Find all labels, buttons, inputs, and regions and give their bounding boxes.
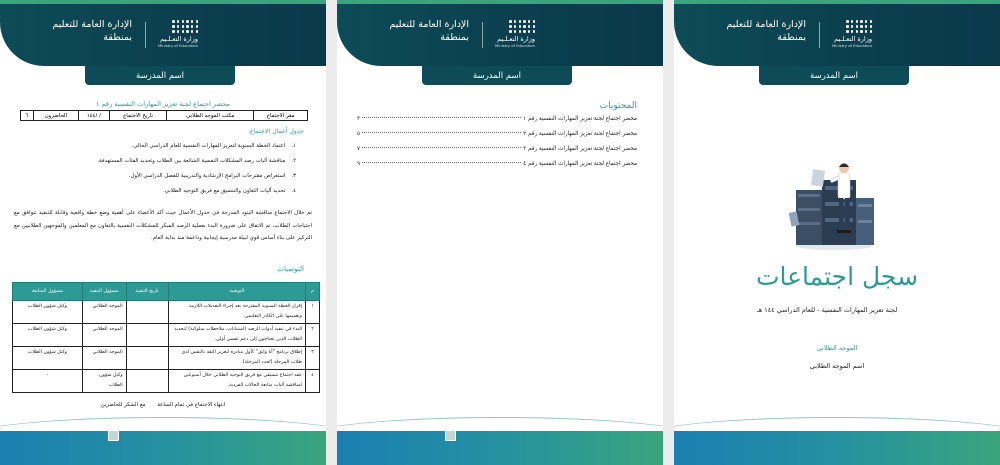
footer-gradient-band (337, 431, 663, 465)
page-footer (0, 417, 326, 465)
contents-entry[interactable]: محضر اجتماع لجنة تعزيز المهارات النفسية رقم ٢ ٥ (357, 131, 637, 137)
venue-label: مقر الاجتماع (254, 111, 308, 121)
minutes-discussion-paragraph: تم خلال الاجتماع مناقشة البنود المدرجة في جدول الأعمال حيث أكد الأعضاء على أهمية وضع خطة واقعية وقابلة للتنفيذ تتوافق مع احتياجات الطلاب، تم الاتفاق على ضرورة البدء بعملية الرصد المبكر للمشكلات النفسية بالتعاون مع المعلمين والموجهين الطلابيين مع التركيز على بناء أساس قوي لبيئة مدرسية إيجابية وداعمة منذ بداية العام. (14, 210, 312, 241)
date-value: / /١٤٤ (78, 111, 109, 121)
agenda-item: ٣.استعراض مقترحات البرامج الإرشادية والتدريبية للفصل الدراسي الأول. (128, 173, 296, 179)
attendees-label: الحاضرون (33, 111, 78, 121)
contents-entry[interactable]: محضر اجتماع لجنة تعزيز المهارات النفسية رقم ٤ ٩ (357, 161, 637, 167)
ministry-logo (154, 20, 198, 54)
ministry-name-en: Ministry of Education (157, 43, 198, 48)
table-row: ١ إقرار الخطة السنوية المقترحة بعد إجراء التعديلات اللازمة وتعميمها على الكادر التعليمي. الموجه الطلابي وكيل شؤون الطلاب (13, 301, 320, 324)
header-divider (145, 22, 146, 48)
ministry-name-en: Ministry of Education (494, 43, 535, 48)
ministry-logo-icon (172, 20, 198, 33)
document-page-cover (674, 0, 1000, 465)
venue-value: مكتب الموجه الطلابي (167, 111, 254, 121)
ministry-logo (828, 20, 872, 54)
col-header-date: تاريخ التنفيذ (126, 283, 168, 301)
cover-subtitle: لجنة تعزيز المهارات النفسية - للعام الدراسي ١٤٤ هـ (756, 306, 898, 314)
meeting-closing-line: انتهاء الاجتماع في تمام الساعة مع الشكر للحاضرين (100, 402, 226, 408)
col-header-follow-up: مسؤول المتابعة (13, 283, 83, 301)
page-footer (674, 417, 1000, 465)
agenda-heading: جدول أعمال الاجتماع: (247, 128, 304, 135)
page-header (0, 4, 326, 66)
page-header (674, 4, 1000, 66)
col-header-executor: مسؤول التنفيذ (82, 283, 126, 301)
ministry-logo (491, 20, 535, 54)
ministry-name-en: Ministry of Education (831, 43, 872, 48)
page-footer (337, 417, 663, 465)
agenda-item: ٤.تحديد آليات التعاون والتنسيق مع فريق التوجيه الطلابي. (163, 188, 296, 194)
page-marker-icon (445, 430, 456, 441)
table-row: ٢ البدء في تنفيذ أدوات الرصد (استبانات، ملاحظات سلوكية) لتحديد الطلاب الذين يحتاجون إلى دعم نفسي أولي. الموجه الطلابي وكيل شؤون الطلاب (13, 324, 320, 347)
footer-gradient-band (674, 431, 1000, 465)
footer-gradient-band (0, 431, 326, 465)
school-name-tab: اسم المدرسة (422, 66, 572, 85)
recommendations-header-row (13, 283, 320, 301)
cover-title: سجل اجتماعات (755, 262, 919, 291)
man-with-filing-cabinets-illustration (782, 160, 892, 252)
contents-entry[interactable]: محضر اجتماع لجنة تعزيز المهارات النفسية رقم ١ ٣ (357, 116, 637, 122)
document-page-minutes (0, 0, 326, 465)
date-label: تاريخ الاجتماع (109, 111, 166, 121)
school-name-tab: اسم المدرسة (85, 66, 235, 85)
minutes-title: محضر اجتماع لجنة تعزيز المهارات النفسية رقم ١ (95, 100, 231, 108)
contents-entry[interactable]: محضر اجتماع لجنة تعزيز المهارات النفسية رقم ٣ ٧ (357, 146, 637, 152)
ministry-name-ar: وزارة التعـلـيم (160, 35, 198, 43)
ministry-logo-icon (509, 20, 535, 33)
leader-dots (362, 162, 521, 163)
attendees-value: ٦ (21, 111, 34, 121)
agenda-item: ١.اعتماد الخطة السنوية لتعزيز المهارات النفسية للعام الدراسي الحالي. (131, 143, 296, 149)
document-page-contents (337, 0, 663, 465)
leader-dots (362, 117, 521, 118)
recommendations-table (12, 282, 320, 393)
meeting-info-table (20, 110, 308, 121)
header-divider (819, 22, 820, 48)
role-label: الموجه الطلابي (816, 344, 858, 352)
ministry-name-ar: وزارة التعـلـيم (497, 35, 535, 43)
education-administration-title: الإدارة العامة للتعليم بمنطقة (389, 19, 469, 43)
col-header-num: م (306, 283, 320, 301)
col-header-recommendation: التوصية (168, 283, 305, 301)
contents-title: المحتويات (599, 101, 637, 111)
recommendations-heading: التوصيات (277, 265, 304, 273)
agenda-list (22, 143, 296, 203)
header-divider (482, 22, 483, 48)
page-marker-icon (108, 430, 119, 441)
leader-dots (362, 132, 521, 133)
education-administration-title: الإدارة العامة للتعليم بمنطقة (726, 19, 806, 43)
table-row: ٤ عقد اجتماع تنسيقي مع فريق التوجيه الطلابي خلال أسبوعين لمناقشة آليات متابعة الحالات الفردية. وكيل شؤون الطلاب - (13, 370, 320, 393)
role-name: اسم الموجه الطلابي (809, 362, 865, 370)
school-name-tab: اسم المدرسة (759, 66, 909, 85)
leader-dots (362, 147, 521, 148)
illustration-icon (782, 160, 892, 252)
page-header (337, 4, 663, 66)
contents-list (357, 116, 637, 176)
agenda-item: ٢.مناقشة آليات رصد المشكلات النفسية الشائعة بين الطلاب وتحديد الفئات المستهدفة. (97, 158, 296, 164)
table-row: ٣ إطلاق برنامج "أنا واثق" كأول مبادرة لتعزيز الثقة بالنفس لدى طلاب المرحلة (تُحدد المرحلة). الموجه الطلابي وكيل شؤون الطلاب (13, 347, 320, 370)
ministry-logo-icon (846, 20, 872, 33)
ministry-name-ar: وزارة التعـلـيم (834, 35, 872, 43)
education-administration-title: الإدارة العامة للتعليم بمنطقة (52, 19, 132, 43)
